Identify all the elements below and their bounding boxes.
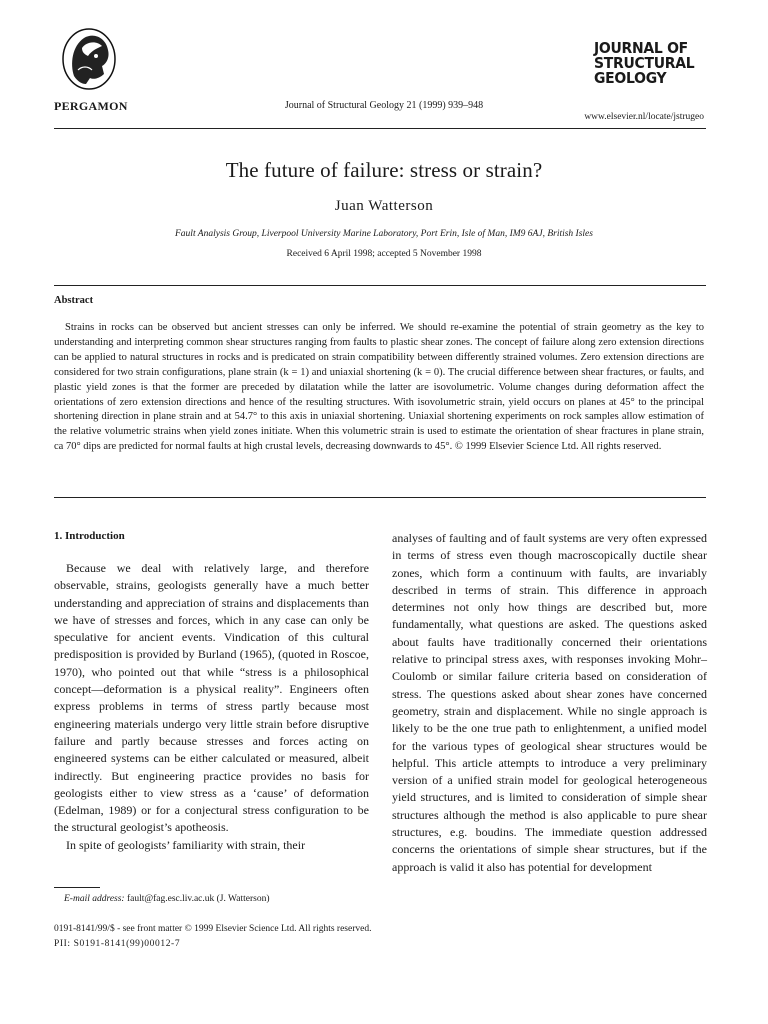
abstract-heading: Abstract — [54, 295, 94, 306]
right-column — [392, 530, 707, 876]
journal-logo — [594, 41, 694, 86]
journal-citation: Journal of Structural Geology 21 (1999) 939–948 — [284, 100, 484, 111]
header-divider — [54, 128, 706, 129]
issn-line: 0191-8141/99/$ - see front matter © 1999 Elsevier Science Ltd. All rights reserved. — [54, 924, 372, 934]
journal-logo-line: STRUCTURAL — [594, 54, 695, 72]
left-column — [54, 560, 369, 854]
abstract-text: Strains in rocks can be observed but ancient stresses can only be inferred. We should re-examine the potential of strain geometry as the key to understanding and interpreting common shear structures ranging from faults to plastic shear zones. The concept of failure along zero extension directions can be applied to natural structures in rocks and is predicated on strain compatibility between differently strained volumes. Zero extension directions are considered for two strain configurations, plane strain (k = 1) and uniaxial shortening (k = 0). The crucial difference between shear fractures, or faults, and plastic yield zones is that the former are preceded by dilatation while the latter are isovolumetric. Volume changes during deformation affect the orientations of zero extension directions and hence of the resulting structures. With isovolumetric strain, yield occurs on planes at 45° to the principal shortening direction in plane strain and at 54.7° to this axis in uniaxial shortening. Uniaxial shortening experiments on rock samples allow estimation of the relative volumetric strains when yield zones initiate. When this volumetric strain is used to estimate the orientation of shear fractures in plane strain, ca 70° dips are predicted for normal faults at high crustal levels, decreasing downwards to 45°. © 1999 Elsevier Science Ltd. All rights reserved. — [54, 322, 704, 453]
body-paragraph: In spite of geologists’ familiarity with strain, their — [66, 837, 306, 852]
author-email: fault@fag.esc.liv.ac.uk (J. Watterson) — [126, 894, 270, 904]
abstract-bottom-divider — [54, 497, 706, 498]
journal-url-link[interactable]: www.elsevier.nl/locate/jstrugeo — [584, 112, 704, 122]
footnote-label: E-mail address: — [64, 894, 125, 904]
publisher-logo-icon — [60, 26, 118, 92]
body-paragraph: analyses of faulting and of fault systems are very often expressed in terms of stress even though macroscopically ductile shear zones, which form a continuum with faults, are invariably described in terms of strain. This difference in approach determines not only how things are described but, more fundamentally, what questions are asked. The questions asked about faults have traditionally concerned their orientations relative to principal stress axes, with responses invoking Mohr–Coulomb or similar failure criteria based on consideration of stress. The questions asked about shear zones have concerned geometry, strain and displacement. While no single approach is likely to be the one true path to enlightenment, a unified model for the various types of geological shear structures would be helpful. This article attempts to introduce a very preliminary version of a unified strain model for geological heterogeneous yield structures, and is limited to consideration of simple shear structures although the method is also applicable to pure shear structures, e.g. boudins. The immediate question addressed concerns the orientations of simple shear structures, but if the approach is valid it also has potential for development — [392, 531, 707, 874]
journal-logo-line: GEOLOGY — [594, 69, 667, 87]
section-heading: 1. Introduction — [54, 530, 125, 542]
pii-line: PII: S0191-8141(99)00012-7 — [54, 939, 181, 949]
received-dates: Received 6 April 1998; accepted 5 November 1998 — [286, 249, 482, 259]
footnote-divider — [54, 887, 100, 888]
journal-logo-line: JOURNAL OF — [594, 39, 689, 57]
footnote — [64, 894, 270, 904]
article-author: Juan Watterson — [334, 198, 434, 214]
author-affiliation: Fault Analysis Group, Liverpool University Marine Laboratory, Port Erin, Isle of Man, IM9 6AJ, British Isles — [175, 229, 593, 239]
body-paragraph: Because we deal with relatively large, and therefore observable, strains, geologists generally have a much better understanding and appreciation of strains and displacements than we have of stresses and forces, which in any case can only be speculative for ancient events. Vindication of this cultural predisposition is provided by Burland (1965), (quoted in Roscoe, 1970), who pointed out that while “stress is a philosophical concept—deformation is a physical reality”. Engineers often express problems in terms of stress partly because most engineering materials undergo very little strain before disruptive failure and partly because stresses and forces acting on engineered systems can be either calculated or measured, albeit indirectly. But engineering practice provides no basis for geologists either to view stress as a ‘cause’ of deformation (Edelman, 1989) or for a conjectural stress configuration to be the structural geologist’s apotheosis. — [54, 561, 369, 835]
article-title: The future of failure: stress or strain? — [225, 158, 543, 182]
abstract-top-divider — [54, 285, 706, 286]
publisher-name: PERGAMON — [54, 99, 128, 113]
